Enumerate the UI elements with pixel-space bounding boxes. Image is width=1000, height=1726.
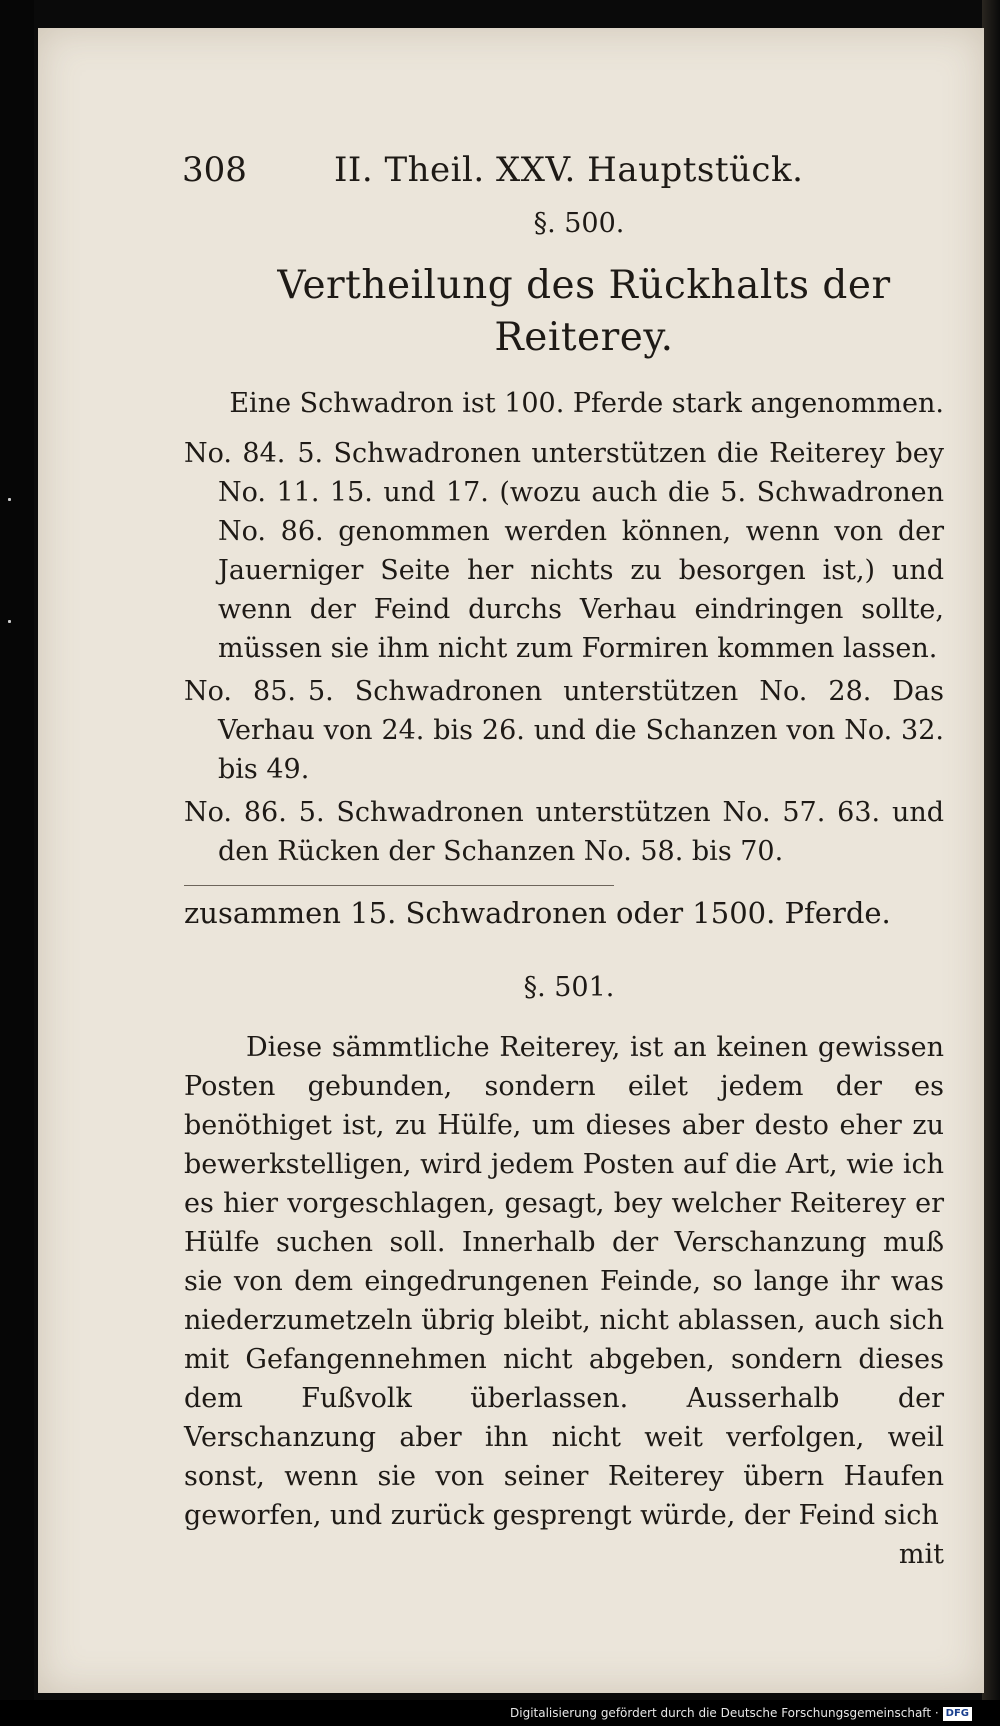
- credit-text: Digitalisierung gefördert durch die Deutsche Forschungsgemeinschaft ·: [510, 1706, 939, 1720]
- entry-list: [184, 434, 944, 871]
- entry-number: No. 86.: [184, 797, 287, 828]
- scan-mark: [8, 620, 11, 623]
- section-number: §. 501.: [523, 972, 615, 1003]
- scan-top-margin: [0, 0, 1000, 28]
- sum-rule: [184, 885, 614, 886]
- scan-mark: [8, 498, 11, 501]
- entry-text: 5. Schwadronen unterstützen No. 28. Das Verhau von 24. bis 26. und die Schanzen von No. 32. bis 49.: [218, 676, 944, 785]
- section-heading: Vertheilung des Rückhalts der Reiterey.: [277, 263, 891, 360]
- entry-text: 5. Schwadronen unterstützen No. 57. 63. und den Rücken der Schanzen No. 58. bis 70.: [218, 797, 945, 867]
- entry-text: 5. Schwadronen unterstützen die Reiterey bey No. 11. 15. und 17. (wozu auch die 5. Schwadronen No. 86. genommen werden können, wenn von der Jauerniger Seite her nichts zu besorgen ist,) und wenn der Feind durchs Verhau eindringen sollte, müssen sie ihm nicht zum Formiren kommen lassen.: [218, 438, 945, 664]
- scan-left-margin: [0, 0, 34, 1726]
- list-item: [184, 434, 944, 668]
- dfg-logo-icon: DFG: [943, 1707, 972, 1721]
- total-line: zusammen 15. Schwadronen oder 1500. Pferde.: [184, 896, 891, 930]
- page-number: 308: [182, 150, 247, 190]
- entry-number: No. 85.: [184, 676, 296, 707]
- list-item: [184, 793, 944, 871]
- intro-line: Eine Schwadron ist 100. Pferde stark angenommen.: [229, 388, 944, 419]
- running-title: II. Theil. XXV. Hauptstück.: [334, 150, 804, 190]
- scan-right-margin: [982, 0, 1000, 1726]
- list-item: [184, 672, 944, 789]
- entry-number: No. 84.: [184, 438, 286, 469]
- digitization-credit: [510, 1704, 972, 1722]
- body-paragraph: Diese sämmtliche Reiterey, ist an keinen gewissen Posten gebunden, sondern eilet jedem der es benöthiget ist, zu Hülfe, um dieses aber desto eher zu bewerkstelligen, wird jedem Posten auf die Art, wie ich es hier vorgeschlagen, gesagt, bey welcher Reiterey er Hülfe suchen soll. Innerhalb der Verschanzung muß sie von dem eingedrungenen Feinde, so lange ihr was niederzumetzeln übrig bleibt, nicht ablassen, auch sich mit Gefangennehmen nicht abgeben, sondern dieses dem Fußvolk überlassen. Ausserhalb der Verschanzung aber ihn nicht weit verfolgen, weil sonst, wenn sie von seiner Reiterey übern Haufen geworfen, und zurück gesprengt würde, der Feind sich: [184, 1032, 944, 1531]
- section-number: §. 500.: [533, 208, 625, 239]
- catchword: mit: [898, 1539, 944, 1570]
- running-head: [184, 140, 944, 200]
- page-content: [184, 140, 944, 1574]
- book-page: [38, 28, 984, 1693]
